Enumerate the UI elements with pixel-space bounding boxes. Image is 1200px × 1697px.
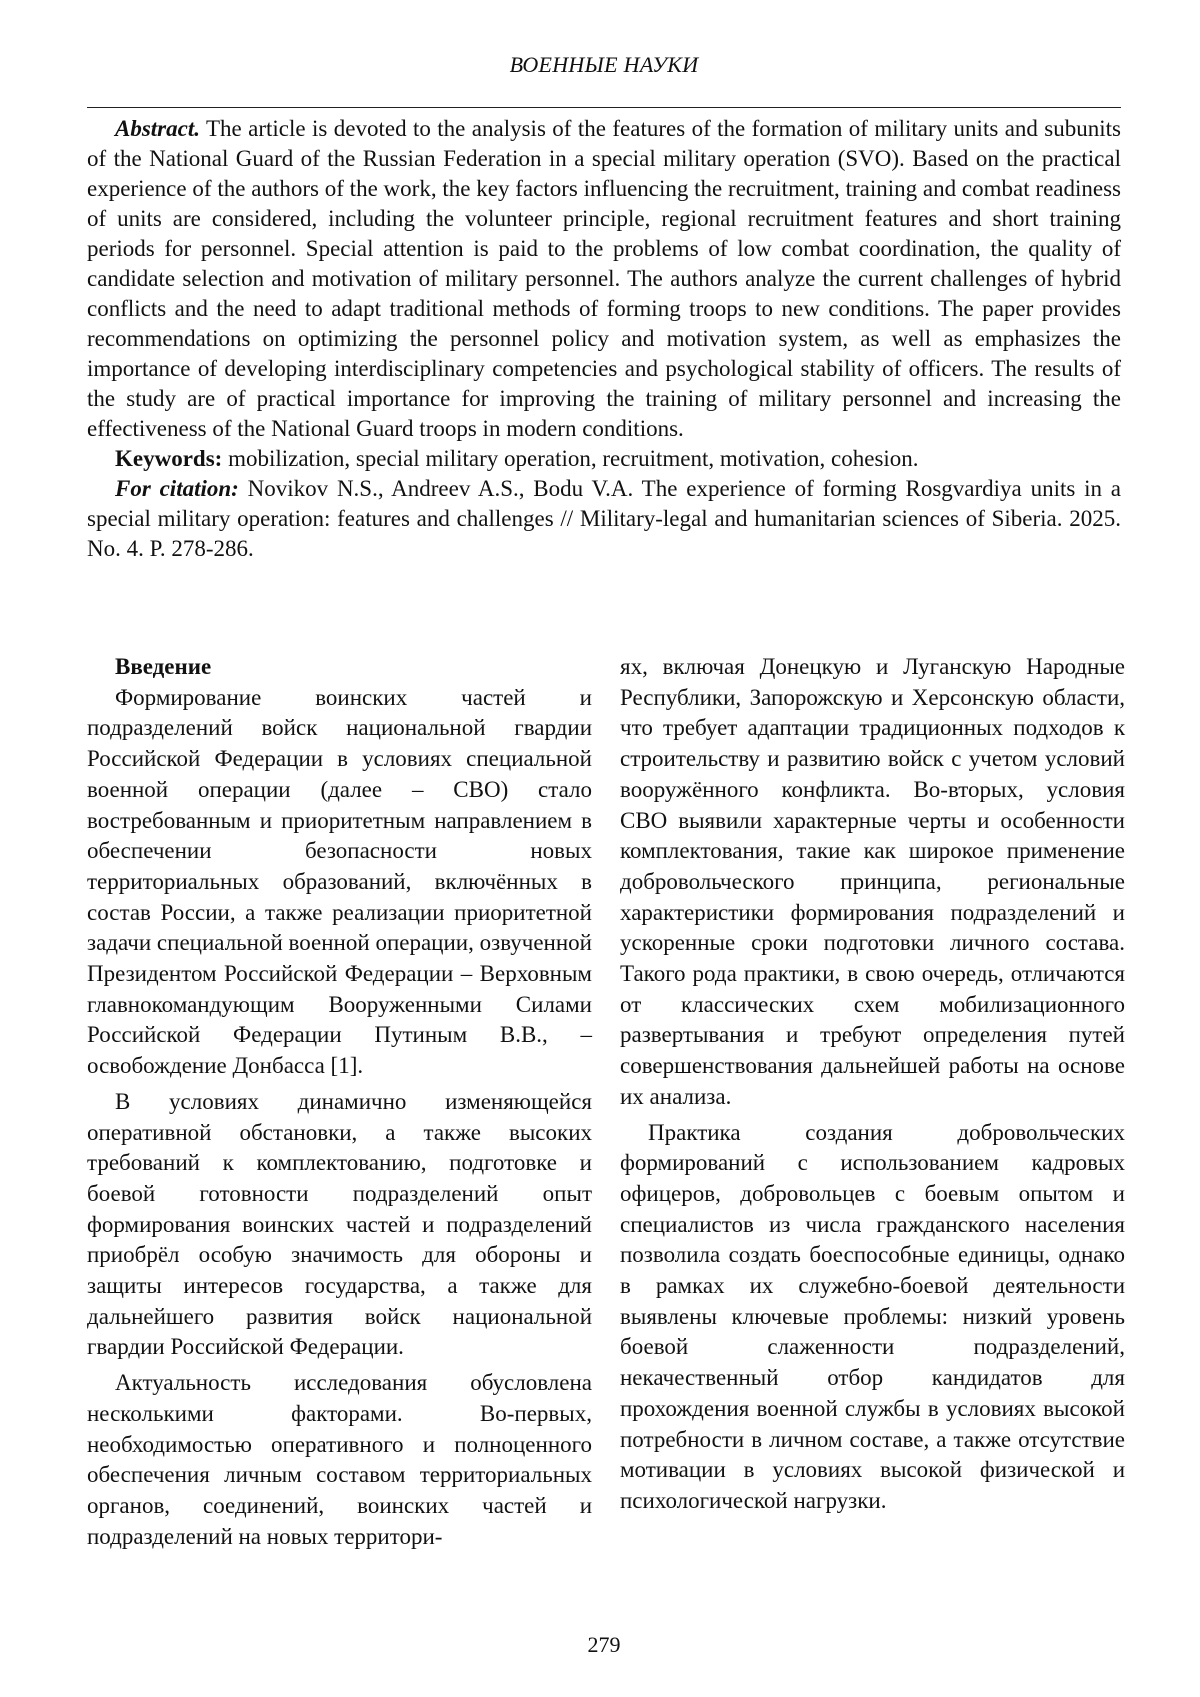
abstract-paragraph: [87, 114, 1121, 444]
keywords-text: mobilization, special military operation, recruitment, motivation, cohesion.: [228, 446, 919, 471]
citation-paragraph: [87, 474, 1121, 564]
body-paragraph: В условиях динамично изменяющейся оперативной обстановки, а также высоких требований к комплектованию, подготовке и боевой готовности подразделений опыт формирования воинских частей и подразделений приобрёл особую значимость для обороны и защиты интересов государства, а также для дальнейшего развития войск национальной гвардии Российской Федерации.: [87, 1088, 592, 1360]
body-paragraph: Актуальность исследования обусловлена несколькими факторами. Во-первых, необходимостью оперативного и полноценного обеспечения личным составом территориальных органов, соединений, воинских частей и подразделений на новых территори-: [87, 1370, 592, 1549]
body-paragraph-continuation: ях, включая Донецкую и Луганскую Народные Республики, Запорожскую и Херсонскую области, что требует адаптации традиционных подходов к строительству и развитию войск с учетом условий вооружённого конфликта. Во-вторых, условия СВО выявили характерные черты и особенности комплектования, такие как широкое применение добровольческого принципа, региональные характеристики формирования подразделений и ускоренные сроки подготовки личного состава. Такого рода практики, в свою очередь, отличаются от классических схем мобилизационного развертывания и требуют определения путей совершенствования дальнейшей работы на основе их анализа.: [620, 654, 1125, 1109]
citation-label: For citation:: [115, 476, 239, 501]
abstract-label: Abstract.: [115, 116, 200, 141]
citation-text: Novikov N.S., Andreev A.S., Bodu V.A. The experience of forming Rosgvardiya units in a special military operation: features and challenges // Military-legal and humanitarian sciences of Siberia. 2025. No. 4. P. 278-286.: [87, 476, 1122, 561]
header-rule: [87, 107, 1121, 108]
page-number: 279: [587, 1632, 621, 1657]
journal-page: [87, 0, 1125, 1697]
abstract-text: The article is devoted to the analysis of the features of the formation of military units and subunits of the National Guard of the Russian Federation in a special military operation (SVO). Based on the practical experience of the authors of the work, the key factors influencing the recruitment, training and combat readiness of units are considered, including the volunteer principle, regional recruitment features and short training periods for personnel. Special attention is paid to the problems of low combat coordination, the quality of candidate selection and motivation of military personnel. The authors analyze the current challenges of hybrid conflicts and the need to adapt traditional methods of forming troops to new conditions. The paper provides recommendations on optimizing the personnel policy and motivation system, as well as emphasizes the importance of developing interdisciplinary competencies and psychological stability of officers. The results of the study are of practical importance for improving the training of military personnel and increasing the effectiveness of the National Guard troops in modern conditions.: [87, 116, 1121, 441]
keywords-label: Keywords:: [115, 446, 223, 471]
left-column: [87, 652, 592, 1557]
section-title: Введение: [115, 654, 212, 679]
running-header: ВОЕННЫЕ НАУКИ: [509, 52, 699, 77]
body-paragraph: Практика создания добровольческих формирований с использованием кадровых офицеров, добровольцев с боевым опытом и специалистов из числа гражданского населения позволила создать боеспособные единицы, однако в рамках их служебно-боевой деятельности выявлены ключевые проблемы: низкий уровень боевой слаженности подразделений, некачественный отбор кандидатов для прохождения военной службы в условиях высокой потребности в личном составе, а также отсутствие мотивации в условиях высокой физической и психологической нагрузки.: [620, 1119, 1125, 1513]
keywords-paragraph: [87, 444, 1121, 474]
abstract-block: [87, 114, 1121, 564]
right-column: [620, 652, 1125, 1522]
body-paragraph: Формирование воинских частей и подразделений войск национальной гвардии Российской Федерации в условиях специальной военной операции (далее – СВО) стало востребованным и приоритетным направлением в обеспечении безопасности новых территориальных образований, включённых в состав России, а также реализации приоритетной задачи специальной военной операции, озвученной Президентом Российской Федерации – Верховным главнокомандующим Вооруженными Силами Российской Федерации Путиным В.В., – освобождение Донбасса [1].: [87, 684, 592, 1079]
